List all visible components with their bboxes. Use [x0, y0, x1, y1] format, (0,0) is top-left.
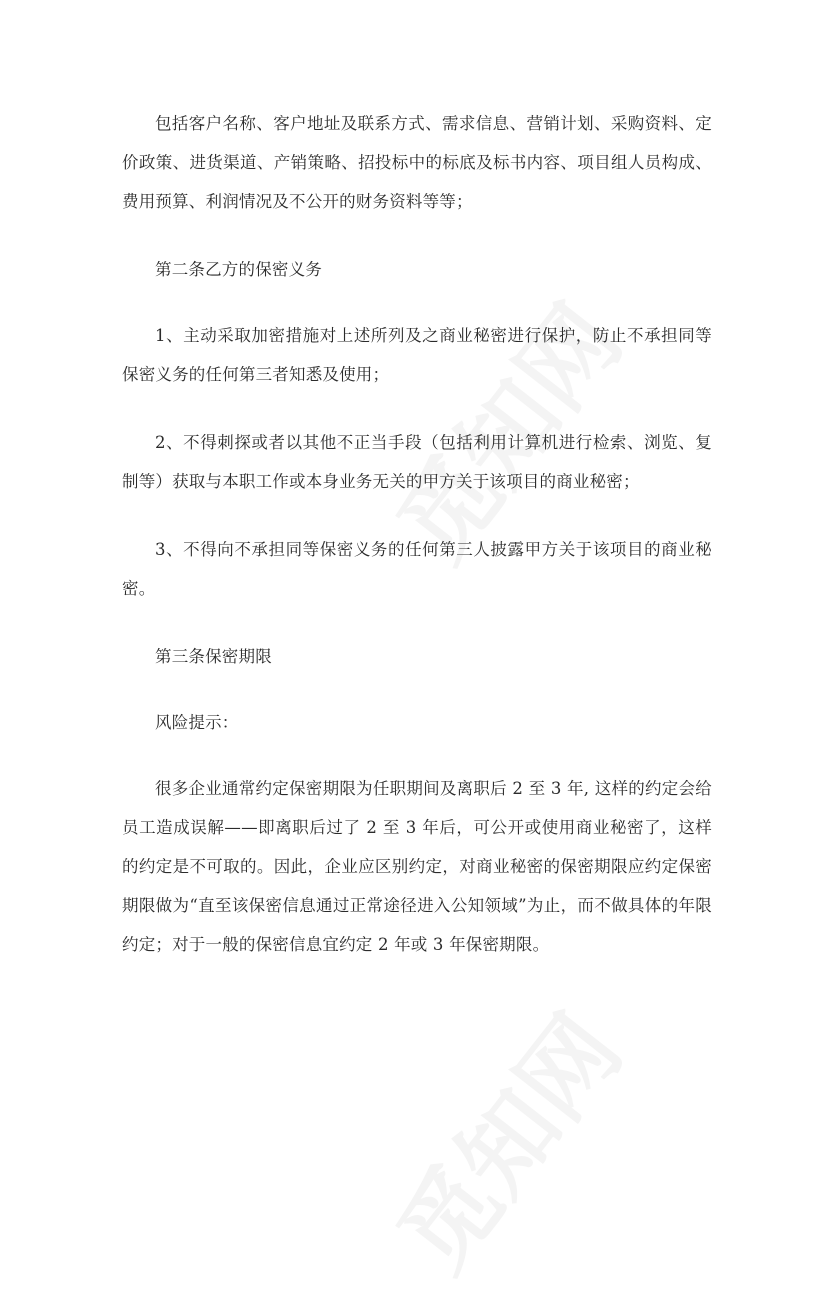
document-body — [122, 104, 712, 993]
paragraph-obligation-2: 2、不得刺探或者以其他不正当手段（包括利用计算机进行检索、浏览、复制等）获取与本职工作或本身业务无关的甲方关于该项目的商业秘密； — [122, 433, 712, 491]
watermark — [361, 983, 646, 1294]
paragraph-risk-tip-body: 很多企业通常约定保密期限为任职期间及离职后 2 至 3 年, 这样的约定会给员工造成误解——即离职后过了 2 至 3 年后，可公开或使用商业秘密了，这样的约定是不可取的。因此，企业应区别约定，对商业秘密的保密期限应约定保密期限做为“直至该保密信息通过正常途径进入公知领域”为止，而不做具体的年限约定；对于一般的保密信息宜约定 2 年或 3 年保密期限。 — [122, 779, 712, 954]
paragraph-obligation-3: 3、不得向不承担同等保密义务的任何第三人披露甲方关于该项目的商业秘密。 — [122, 540, 712, 598]
heading-article-2: 第二条乙方的保密义务 — [155, 260, 322, 279]
heading-article-3: 第三条保密期限 — [155, 647, 272, 666]
heading-risk-tip: 风险提示： — [155, 713, 239, 732]
paragraph-obligation-1: 1、主动采取加密措施对上述所列及之商业秘密进行保护，防止不承担同等保密义务的任何第三者知悉及使用； — [122, 326, 712, 384]
paragraph-confidential-info-scope: 包括客户名称、客户地址及联系方式、需求信息、营销计划、采购资料、定价政策、进货渠道、产销策略、招投标中的标底及标书内容、项目组人员构成、费用预算、利润情况及不公开的财务资料等等； — [122, 114, 712, 211]
